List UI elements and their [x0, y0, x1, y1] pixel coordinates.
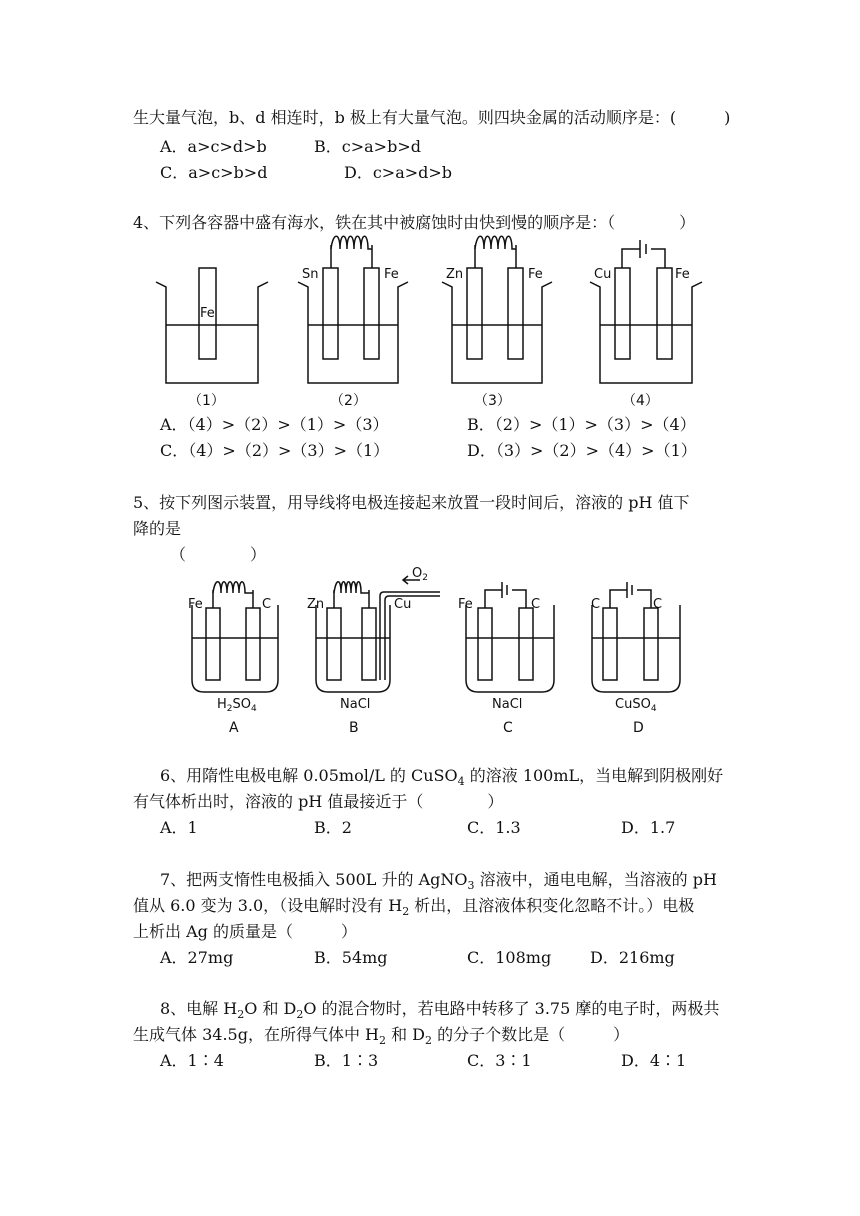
q8-line1: 8、电解 $H_2O$ 和 $D_2O$ 的混合物时，若电路中转移了 3.75 摩的电子时，两极共 [160, 999, 720, 1022]
q6-option-a: A．1 [160, 818, 198, 837]
q8-option-b: B．1∶3 [314, 1051, 379, 1070]
q8-option-d: D．4∶1 [621, 1051, 687, 1070]
q4-option-b: B．（2）>（1）>（3）>（4） [467, 415, 696, 434]
q7-option-c: C．108mg [467, 948, 552, 967]
q7-line2: 值从 6.0 变为 3.0，（设电解时没有 $H_2$ 析出，且溶液体积变化忽略不计。）电极 [133, 896, 695, 919]
q5-d-solution: CuSO$_4$ [615, 697, 657, 714]
q4-fig3-caption: （3） [474, 393, 511, 409]
q5-d-letter: D [633, 720, 644, 736]
q3-option-a: A．a>c>d>b [160, 137, 267, 156]
q5-beaker-d [592, 582, 680, 692]
q5-c-solution: NaCl [492, 697, 523, 712]
q6-option-d: D．1.7 [621, 818, 676, 837]
q5-c-letter: C [503, 720, 513, 736]
svg-text:O2: $O_2$ [412, 566, 428, 583]
q4-fig3-right-label: Fe [528, 267, 543, 282]
q3-option-b: B．c>a>b>d [314, 137, 421, 156]
q4-fig2-right-label: Fe [384, 267, 399, 282]
q5-c-right-label: C [531, 597, 541, 612]
q4-fig1-left-label: Fe [200, 306, 215, 321]
q7-option-d: D．216mg [590, 948, 675, 967]
q5-blank: （ ） [170, 545, 267, 564]
q3-option-d: D．c>a>d>b [344, 163, 453, 182]
q4-fig4-right-label: Fe [675, 267, 690, 282]
q7-line1: 7、把两支惰性电极插入 500L 升的 AgNO$_3$ 溶液中，通电电解，当溶液的 pH [160, 870, 717, 893]
q8-line2: 生成气体 34.5g，在所得气体中 $H_2$ 和 $D_2$ 的分子个数比是（ ） [133, 1025, 630, 1048]
q3-option-c: C．a>c>b>d [160, 163, 268, 182]
q4-fig1-caption: （1） [188, 393, 225, 409]
q7-option-b: B．54mg [314, 948, 388, 967]
q8-option-c: C．3∶1 [467, 1051, 532, 1070]
q5-b-left-label: Zn [307, 597, 325, 612]
q5-c-left-label: Fe [458, 597, 473, 612]
q5-a-solution: $H_2SO_4$ [217, 697, 257, 714]
q5-a-right-label: C [262, 597, 272, 612]
q5-d-right-label: C [653, 597, 663, 612]
q5-b-solution: NaCl [340, 697, 371, 712]
q8-option-a: A．1∶4 [160, 1051, 224, 1070]
q5-beaker-c [466, 582, 554, 692]
q5-b-letter: B [349, 720, 359, 736]
q4-fig3-left-label: Zn [446, 267, 464, 282]
q5-stem-line2: 降的是 [133, 519, 182, 538]
q4-option-a: A．（4）>（2）>（1）>（3） [160, 415, 389, 434]
q5-d-left-label: C [591, 597, 601, 612]
q5-a-letter: A [229, 720, 239, 736]
q5-a-left-label: Fe [188, 597, 203, 612]
q3-text-line: 生大量气泡，b、d 相连时，b 极上有大量气泡。则四块金属的活动顺序是：( ) [133, 108, 731, 127]
q6-line2: 有气体析出时，溶液的 pH 值最接近于（ ） [133, 792, 504, 811]
q5-b-right-label: Cu [394, 597, 412, 612]
q7-line3: 上析出 Ag 的质量是（ ） [133, 922, 357, 941]
q7-option-a: A．27mg [160, 948, 234, 967]
q4-fig2-left-label: Sn [302, 267, 319, 282]
q5-beaker-b [316, 576, 440, 692]
q5-stem-line1: 5、按下列图示装置，用导线将电极连接起来放置一段时间后，溶液的 pH 值下 [133, 493, 690, 512]
q6-option-b: B．2 [314, 818, 352, 837]
q6-line1: 6、用隋性电极电解 0.05mol/L 的 CuSO$_4$ 的溶液 100mL，当电解到阴极刚好 [160, 766, 724, 789]
q4-stem: 4、下列各容器中盛有海水，铁在其中被腐蚀时由快到慢的顺序是：（ ） [133, 213, 696, 232]
q4-option-c: C．（4）>（2）>（3）>（1） [160, 441, 390, 460]
q4-fig4-caption: （4） [622, 393, 659, 409]
q4-fig2-caption: （2） [330, 393, 367, 409]
q4-fig4-left-label: Cu [594, 267, 612, 282]
q4-option-d: D．（3）>（2）>（4）>（1） [467, 441, 697, 460]
q6-option-c: C．1.3 [467, 818, 521, 837]
